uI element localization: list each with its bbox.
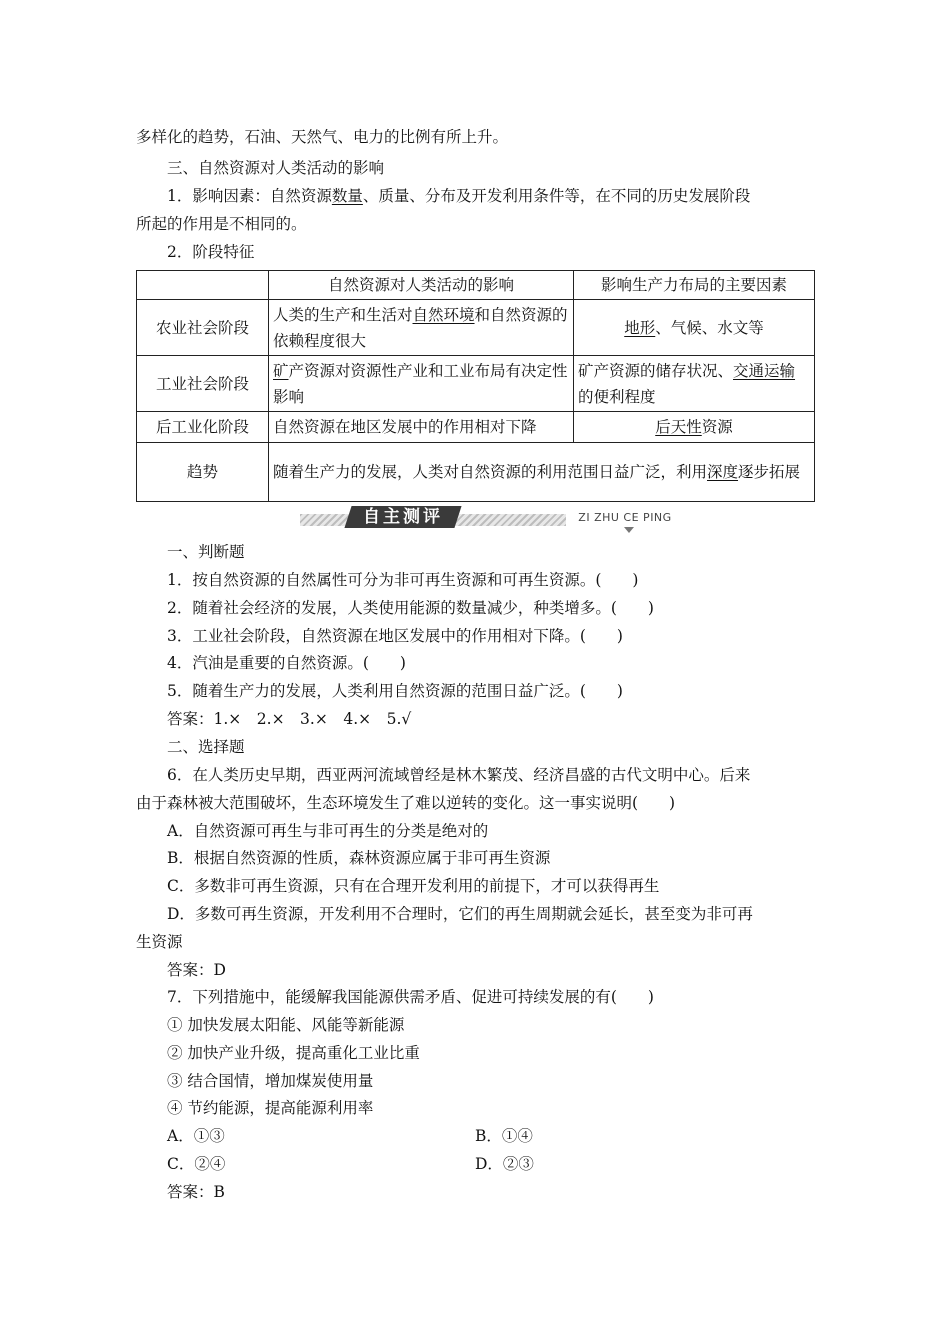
option: 生资源: [136, 933, 183, 951]
option: A．①③: [167, 1127, 225, 1145]
factor-cell: 地形、气候、水文等: [574, 300, 815, 356]
section-banner: [300, 506, 684, 534]
question: 6．在人类历史早期，西亚两河流域曾经是林木繁茂、经济昌盛的古代文明中心。后来: [167, 766, 751, 784]
text-line: 所起的作用是不相同的。: [136, 215, 307, 233]
stage-cell: 趋势: [137, 443, 269, 502]
answer: 答案：D: [167, 961, 226, 979]
statement: ① 加快发展太阳能、风能等新能源: [167, 1016, 405, 1034]
stage-cell: 农业社会阶段: [137, 300, 269, 356]
question: 5．随着生产力的发展，人类利用自然资源的范围日益广泛。( ): [167, 682, 623, 700]
stage-cell: 后工业化阶段: [137, 412, 269, 443]
option: B．根据自然资源的性质，森林资源应属于非可再生资源: [167, 849, 551, 867]
statement: ③ 结合国情，增加煤炭使用量: [167, 1072, 374, 1090]
question: 由于森林被大范围破坏，生态环境发生了难以逆转的变化。这一事实说明( ): [136, 794, 676, 812]
statement: ② 加快产业升级，提高重化工业比重: [167, 1044, 420, 1062]
question: 1．按自然资源的自然属性可分为非可再生资源和可再生资源。( ): [167, 571, 639, 589]
option: C．②④: [167, 1155, 226, 1173]
table-header-cell: 自然资源对人类活动的影响: [269, 271, 574, 300]
option: B．①④: [475, 1127, 533, 1145]
banner-subtitle: ZI ZHU CE PING: [566, 509, 684, 527]
question: 7．下列措施中，能缓解我国能源供需矛盾、促进可持续发展的有( ): [167, 988, 654, 1006]
stage-table: [136, 270, 815, 502]
table-header-row: [137, 271, 815, 300]
answer: 答案：1.× 2.× 3.× 4.× 5.√: [167, 710, 412, 728]
banner-arrow-icon: [624, 527, 634, 533]
option: D．②③: [475, 1155, 534, 1173]
section-heading: 二、选择题: [167, 738, 245, 756]
trend-cell: 随着生产力的发展，人类对自然资源的利用范围日益广泛，利用深度逐步拓展: [269, 443, 815, 502]
table-header-cell: 影响生产力布局的主要因素: [574, 271, 815, 300]
statement: ④ 节约能源，提高能源利用率: [167, 1099, 374, 1117]
table-row: [137, 356, 815, 412]
impact-cell: 矿产资源对资源性产业和工业布局有决定性影响: [269, 356, 574, 412]
table-row: [137, 300, 815, 356]
factor-cell: 矿产资源的储存状况、交通运输的便利程度: [574, 356, 815, 412]
impact-cell: 人类的生产和生活对自然环境和自然资源的依赖程度很大: [269, 300, 574, 356]
table-row: [137, 412, 815, 443]
text-line: 1．影响因素：自然资源数量、质量、分布及开发利用条件等，在不同的历史发展阶段: [167, 187, 751, 205]
answer: 答案：B: [167, 1183, 225, 1201]
option: D．多数可再生资源，开发利用不合理时，它们的再生周期就会延长，甚至变为非可再: [167, 905, 753, 923]
impact-cell: 自然资源在地区发展中的作用相对下降: [269, 412, 574, 443]
section-heading: 一、判断题: [167, 543, 245, 561]
section-heading: 三、自然资源对人类活动的影响: [167, 159, 385, 177]
question: 3．工业社会阶段，自然资源在地区发展中的作用相对下降。( ): [167, 627, 623, 645]
factor-cell: 后天性资源: [574, 412, 815, 443]
text-line: 多样化的趋势，石油、天然气、电力的比例有所上升。: [136, 128, 509, 146]
question: 2．随着社会经济的发展，人类使用能源的数量减少，种类增多。( ): [167, 599, 654, 617]
banner-title: 自主测评: [363, 507, 443, 527]
stage-cell: 工业社会阶段: [137, 356, 269, 412]
table-row: [137, 443, 815, 502]
option: C．多数非可再生资源，只有在合理开发利用的前提下，才可以获得再生: [167, 877, 660, 895]
option: A．自然资源可再生与非可再生的分类是绝对的: [167, 822, 489, 840]
text-line: 2．阶段特征: [167, 243, 255, 261]
table-header-cell: [137, 271, 269, 300]
question: 4．汽油是重要的自然资源。( ): [167, 654, 406, 672]
